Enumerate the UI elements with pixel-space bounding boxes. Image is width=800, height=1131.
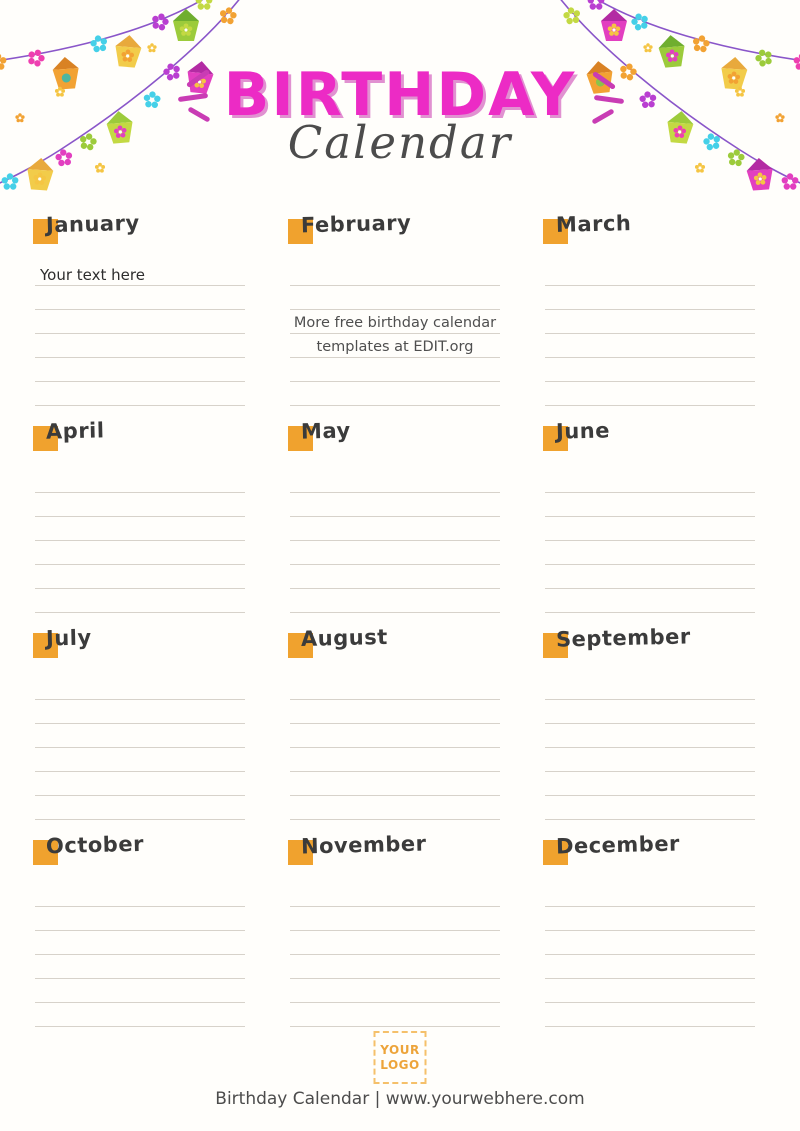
ruled-line [290, 382, 500, 406]
ruled-line [35, 748, 245, 772]
ruled-line [35, 358, 245, 382]
ruled-line [35, 772, 245, 796]
month-header [545, 832, 755, 868]
ruled-line [290, 334, 500, 358]
ruled-line [290, 310, 500, 334]
ruled-line [545, 262, 755, 286]
ruled-line [290, 931, 500, 955]
month-name: May [300, 418, 351, 444]
month-header [290, 418, 500, 454]
ruled-line [290, 262, 500, 286]
month-name: January [45, 210, 140, 238]
ruled-line [35, 979, 245, 1003]
month-lines [35, 469, 245, 613]
ruled-line [545, 469, 755, 493]
month-header [35, 211, 245, 247]
ruled-line [35, 541, 245, 565]
ruled-line [545, 676, 755, 700]
ruled-line [35, 676, 245, 700]
ruled-line [35, 724, 245, 748]
logo-placeholder [374, 1031, 427, 1084]
ruled-line [545, 1003, 755, 1027]
ruled-line [35, 700, 245, 724]
ruled-line [290, 541, 500, 565]
month-march [545, 211, 755, 401]
month-november [290, 832, 500, 1022]
footer-text: Birthday Calendar | www.yourwebhere.com [215, 1089, 585, 1109]
ruled-line [35, 310, 245, 334]
ruled-line [290, 1003, 500, 1027]
ruled-line [290, 286, 500, 310]
month-lines [545, 469, 755, 613]
ruled-line [290, 955, 500, 979]
ruled-line [35, 931, 245, 955]
month-lines [35, 676, 245, 820]
month-header [290, 832, 500, 868]
ruled-line [545, 955, 755, 979]
ruled-line [290, 358, 500, 382]
ruled-line [545, 907, 755, 931]
page-title: BIRTHDAY [223, 60, 577, 130]
month-name: July [45, 625, 92, 651]
ruled-line [290, 979, 500, 1003]
ruled-line [545, 334, 755, 358]
months-grid [35, 211, 755, 1022]
month-name: February [300, 210, 412, 238]
ruled-line [35, 955, 245, 979]
month-name: August [300, 624, 389, 652]
ruled-line [545, 748, 755, 772]
ruled-line [545, 772, 755, 796]
ruled-line [545, 358, 755, 382]
month-july [35, 625, 245, 815]
page-header [0, 0, 800, 205]
ruled-line [545, 310, 755, 334]
ruled-line [290, 796, 500, 820]
promo-text: templates at EDIT.org [316, 339, 474, 355]
ruled-line [545, 883, 755, 907]
ruled-line [35, 334, 245, 358]
ruled-line [545, 286, 755, 310]
month-header [35, 418, 245, 454]
ruled-line [290, 772, 500, 796]
month-header [545, 211, 755, 247]
ruled-line [545, 931, 755, 955]
month-header [35, 832, 245, 868]
ruled-line [545, 589, 755, 613]
ruled-line [290, 883, 500, 907]
month-lines [545, 262, 755, 406]
ruled-line [545, 724, 755, 748]
month-december [545, 832, 755, 1022]
logo-text-line: YOUR [380, 1042, 420, 1057]
ruled-line [545, 979, 755, 1003]
month-name: September [555, 624, 691, 652]
promo-text: More free birthday calendar [293, 315, 497, 331]
month-june [545, 418, 755, 608]
ruled-line [35, 493, 245, 517]
placeholder-text: Your text here [40, 266, 145, 284]
month-lines [290, 262, 500, 406]
ruled-line [35, 883, 245, 907]
month-name: October [45, 831, 145, 859]
ruled-line [290, 469, 500, 493]
month-name: November [300, 831, 427, 859]
month-header [545, 418, 755, 454]
ruled-line [545, 493, 755, 517]
month-header [35, 625, 245, 661]
month-header [290, 625, 500, 661]
ruled-line [290, 589, 500, 613]
month-header [290, 211, 500, 247]
ruled-line [35, 1003, 245, 1027]
month-lines [35, 262, 245, 406]
month-header [545, 625, 755, 661]
ruled-line [545, 700, 755, 724]
ruled-line [290, 724, 500, 748]
month-lines [290, 676, 500, 820]
month-lines [290, 883, 500, 1027]
month-name: December [555, 831, 681, 859]
ruled-line [35, 469, 245, 493]
ruled-line [35, 907, 245, 931]
month-april [35, 418, 245, 608]
month-october [35, 832, 245, 1022]
logo-text-line: LOGO [380, 1057, 420, 1072]
ruled-line [35, 286, 245, 310]
ruled-line [35, 517, 245, 541]
month-name: April [45, 418, 105, 444]
page-subtitle: Calendar [287, 116, 513, 169]
month-september [545, 625, 755, 815]
month-lines [290, 469, 500, 613]
ruled-line [290, 517, 500, 541]
ruled-line [290, 676, 500, 700]
month-lines [545, 883, 755, 1027]
ruled-line [290, 493, 500, 517]
ruled-line [290, 700, 500, 724]
ruled-line [290, 748, 500, 772]
ruled-line [545, 541, 755, 565]
month-august [290, 625, 500, 815]
ruled-line [290, 907, 500, 931]
month-may [290, 418, 500, 608]
month-lines [545, 676, 755, 820]
ruled-line [545, 517, 755, 541]
month-name: March [555, 211, 632, 237]
ruled-line [35, 262, 245, 286]
month-name: June [555, 418, 611, 444]
ruled-line [545, 565, 755, 589]
ruled-line [35, 565, 245, 589]
ruled-line [545, 796, 755, 820]
month-lines [35, 883, 245, 1027]
month-january [35, 211, 245, 401]
month-february [290, 211, 500, 401]
ruled-line [35, 589, 245, 613]
ruled-line [35, 382, 245, 406]
ruled-line [35, 796, 245, 820]
ruled-line [545, 382, 755, 406]
ruled-line [290, 565, 500, 589]
